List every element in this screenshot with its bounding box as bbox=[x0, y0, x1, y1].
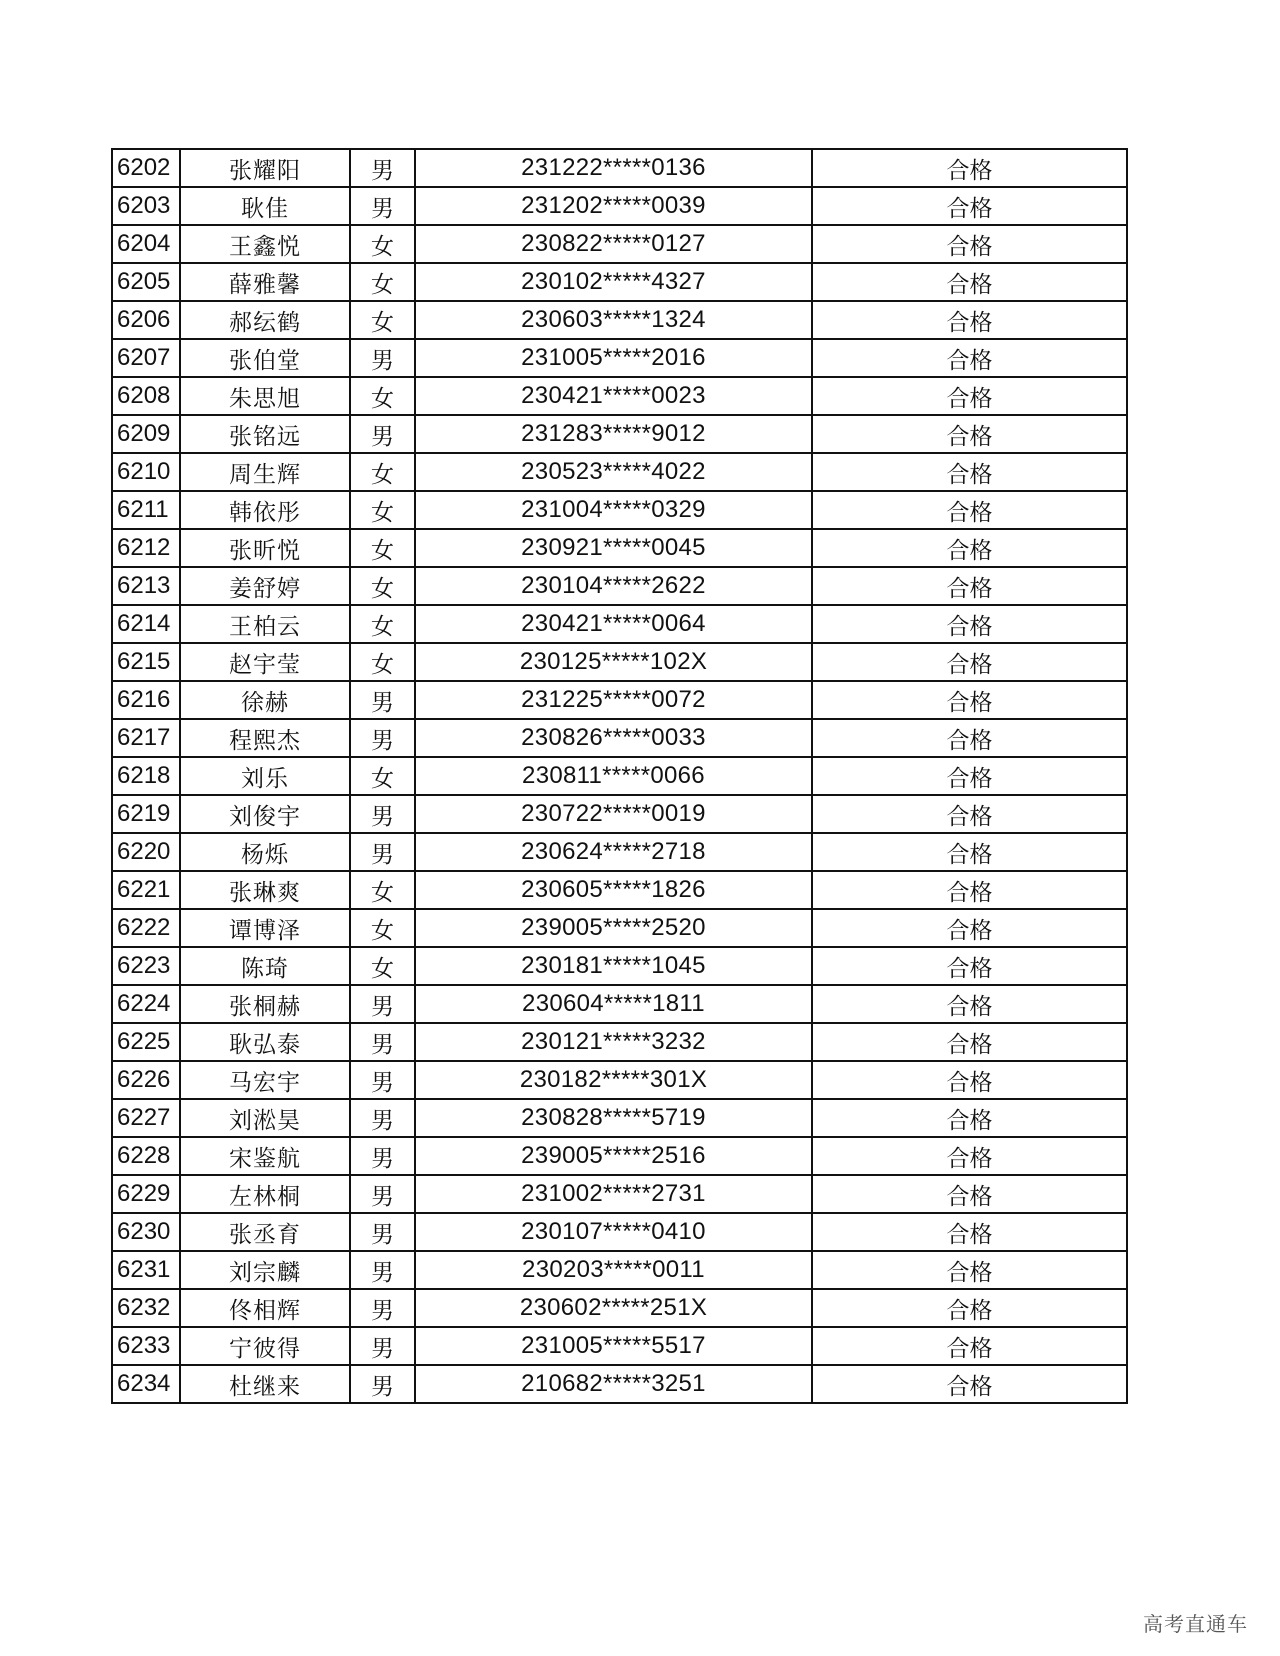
row-number-cell: 6234 bbox=[112, 1365, 180, 1403]
result-cell: 合格 bbox=[812, 491, 1127, 529]
id-number-cell: 231202*****0039 bbox=[415, 187, 812, 225]
gender-cell: 男 bbox=[350, 187, 415, 225]
gender-cell: 女 bbox=[350, 605, 415, 643]
student-name-cell: 宋鉴航 bbox=[180, 1137, 350, 1175]
gender-cell: 男 bbox=[350, 1365, 415, 1403]
results-table-body bbox=[112, 149, 1127, 1403]
student-name-cell: 刘宗麟 bbox=[180, 1251, 350, 1289]
student-name-cell: 刘俊宇 bbox=[180, 795, 350, 833]
result-cell: 合格 bbox=[812, 301, 1127, 339]
table-row bbox=[112, 567, 1127, 605]
table-row bbox=[112, 643, 1127, 681]
table-row bbox=[112, 491, 1127, 529]
gender-cell: 男 bbox=[350, 681, 415, 719]
student-name-cell: 王柏云 bbox=[180, 605, 350, 643]
id-number-cell: 230181*****1045 bbox=[415, 947, 812, 985]
student-name-cell: 韩依彤 bbox=[180, 491, 350, 529]
result-cell: 合格 bbox=[812, 1289, 1127, 1327]
table-row bbox=[112, 415, 1127, 453]
id-number-cell: 239005*****2516 bbox=[415, 1137, 812, 1175]
row-number-cell: 6231 bbox=[112, 1251, 180, 1289]
gender-cell: 男 bbox=[350, 1251, 415, 1289]
id-number-cell: 230107*****0410 bbox=[415, 1213, 812, 1251]
table-row bbox=[112, 377, 1127, 415]
row-number-cell: 6221 bbox=[112, 871, 180, 909]
student-name-cell: 左林桐 bbox=[180, 1175, 350, 1213]
table-row bbox=[112, 947, 1127, 985]
id-number-cell: 230182*****301X bbox=[415, 1061, 812, 1099]
id-number-cell: 230523*****4022 bbox=[415, 453, 812, 491]
student-name-cell: 张耀阳 bbox=[180, 149, 350, 187]
row-number-cell: 6226 bbox=[112, 1061, 180, 1099]
gender-cell: 男 bbox=[350, 1213, 415, 1251]
result-cell: 合格 bbox=[812, 453, 1127, 491]
student-name-cell: 张伯堂 bbox=[180, 339, 350, 377]
result-cell: 合格 bbox=[812, 1251, 1127, 1289]
row-number-cell: 6223 bbox=[112, 947, 180, 985]
result-cell: 合格 bbox=[812, 985, 1127, 1023]
id-number-cell: 230603*****1324 bbox=[415, 301, 812, 339]
student-name-cell: 朱思旭 bbox=[180, 377, 350, 415]
table-row bbox=[112, 339, 1127, 377]
gender-cell: 女 bbox=[350, 377, 415, 415]
id-number-cell: 231225*****0072 bbox=[415, 681, 812, 719]
row-number-cell: 6224 bbox=[112, 985, 180, 1023]
id-number-cell: 230604*****1811 bbox=[415, 985, 812, 1023]
id-number-cell: 230602*****251X bbox=[415, 1289, 812, 1327]
id-number-cell: 231002*****2731 bbox=[415, 1175, 812, 1213]
table-row bbox=[112, 529, 1127, 567]
gender-cell: 女 bbox=[350, 491, 415, 529]
result-cell: 合格 bbox=[812, 529, 1127, 567]
gender-cell: 男 bbox=[350, 1099, 415, 1137]
table-row bbox=[112, 301, 1127, 339]
result-cell: 合格 bbox=[812, 263, 1127, 301]
result-cell: 合格 bbox=[812, 871, 1127, 909]
id-number-cell: 230811*****0066 bbox=[415, 757, 812, 795]
row-number-cell: 6225 bbox=[112, 1023, 180, 1061]
id-number-cell: 231005*****2016 bbox=[415, 339, 812, 377]
row-number-cell: 6202 bbox=[112, 149, 180, 187]
table-row bbox=[112, 1099, 1127, 1137]
id-number-cell: 230203*****0011 bbox=[415, 1251, 812, 1289]
id-number-cell: 230828*****5719 bbox=[415, 1099, 812, 1137]
result-cell: 合格 bbox=[812, 1061, 1127, 1099]
table-row bbox=[112, 149, 1127, 187]
result-cell: 合格 bbox=[812, 1137, 1127, 1175]
result-cell: 合格 bbox=[812, 757, 1127, 795]
row-number-cell: 6233 bbox=[112, 1327, 180, 1365]
gender-cell: 男 bbox=[350, 149, 415, 187]
table-row bbox=[112, 909, 1127, 947]
id-number-cell: 231222*****0136 bbox=[415, 149, 812, 187]
student-name-cell: 耿佳 bbox=[180, 187, 350, 225]
result-cell: 合格 bbox=[812, 149, 1127, 187]
row-number-cell: 6205 bbox=[112, 263, 180, 301]
id-number-cell: 230826*****0033 bbox=[415, 719, 812, 757]
table-row bbox=[112, 1023, 1127, 1061]
table-row bbox=[112, 1213, 1127, 1251]
row-number-cell: 6206 bbox=[112, 301, 180, 339]
table-row bbox=[112, 719, 1127, 757]
student-name-cell: 王鑫悦 bbox=[180, 225, 350, 263]
table-row bbox=[112, 1365, 1127, 1403]
result-cell: 合格 bbox=[812, 833, 1127, 871]
result-cell: 合格 bbox=[812, 187, 1127, 225]
student-name-cell: 张丞育 bbox=[180, 1213, 350, 1251]
table-row bbox=[112, 795, 1127, 833]
student-name-cell: 姜舒婷 bbox=[180, 567, 350, 605]
gender-cell: 男 bbox=[350, 1061, 415, 1099]
gender-cell: 女 bbox=[350, 567, 415, 605]
table-row bbox=[112, 187, 1127, 225]
gender-cell: 女 bbox=[350, 643, 415, 681]
table-row bbox=[112, 681, 1127, 719]
student-name-cell: 马宏宇 bbox=[180, 1061, 350, 1099]
row-number-cell: 6222 bbox=[112, 909, 180, 947]
id-number-cell: 231283*****9012 bbox=[415, 415, 812, 453]
result-cell: 合格 bbox=[812, 681, 1127, 719]
row-number-cell: 6213 bbox=[112, 567, 180, 605]
gender-cell: 女 bbox=[350, 529, 415, 567]
result-cell: 合格 bbox=[812, 947, 1127, 985]
gender-cell: 男 bbox=[350, 1175, 415, 1213]
gender-cell: 男 bbox=[350, 1289, 415, 1327]
gender-cell: 男 bbox=[350, 719, 415, 757]
gender-cell: 男 bbox=[350, 985, 415, 1023]
result-cell: 合格 bbox=[812, 339, 1127, 377]
student-name-cell: 薛雅馨 bbox=[180, 263, 350, 301]
result-cell: 合格 bbox=[812, 795, 1127, 833]
gender-cell: 男 bbox=[350, 339, 415, 377]
student-name-cell: 杜继来 bbox=[180, 1365, 350, 1403]
student-name-cell: 陈琦 bbox=[180, 947, 350, 985]
student-name-cell: 佟相辉 bbox=[180, 1289, 350, 1327]
row-number-cell: 6214 bbox=[112, 605, 180, 643]
results-table bbox=[111, 148, 1128, 1404]
result-cell: 合格 bbox=[812, 909, 1127, 947]
row-number-cell: 6207 bbox=[112, 339, 180, 377]
gender-cell: 男 bbox=[350, 1327, 415, 1365]
row-number-cell: 6218 bbox=[112, 757, 180, 795]
id-number-cell: 230121*****3232 bbox=[415, 1023, 812, 1061]
result-cell: 合格 bbox=[812, 1213, 1127, 1251]
student-name-cell: 徐赫 bbox=[180, 681, 350, 719]
id-number-cell: 231005*****5517 bbox=[415, 1327, 812, 1365]
student-name-cell: 周生辉 bbox=[180, 453, 350, 491]
table-row bbox=[112, 605, 1127, 643]
student-name-cell: 张桐赫 bbox=[180, 985, 350, 1023]
row-number-cell: 6203 bbox=[112, 187, 180, 225]
id-number-cell: 230102*****4327 bbox=[415, 263, 812, 301]
gender-cell: 女 bbox=[350, 225, 415, 263]
result-cell: 合格 bbox=[812, 225, 1127, 263]
row-number-cell: 6215 bbox=[112, 643, 180, 681]
gender-cell: 女 bbox=[350, 453, 415, 491]
table-row bbox=[112, 453, 1127, 491]
table-row bbox=[112, 1251, 1127, 1289]
row-number-cell: 6230 bbox=[112, 1213, 180, 1251]
result-cell: 合格 bbox=[812, 377, 1127, 415]
result-cell: 合格 bbox=[812, 1023, 1127, 1061]
student-name-cell: 耿弘泰 bbox=[180, 1023, 350, 1061]
student-name-cell: 程熙杰 bbox=[180, 719, 350, 757]
id-number-cell: 230624*****2718 bbox=[415, 833, 812, 871]
gender-cell: 女 bbox=[350, 947, 415, 985]
id-number-cell: 231004*****0329 bbox=[415, 491, 812, 529]
row-number-cell: 6232 bbox=[112, 1289, 180, 1327]
student-name-cell: 刘淞昊 bbox=[180, 1099, 350, 1137]
gender-cell: 男 bbox=[350, 1023, 415, 1061]
table-row bbox=[112, 263, 1127, 301]
result-cell: 合格 bbox=[812, 643, 1127, 681]
id-number-cell: 230104*****2622 bbox=[415, 567, 812, 605]
row-number-cell: 6209 bbox=[112, 415, 180, 453]
id-number-cell: 230822*****0127 bbox=[415, 225, 812, 263]
id-number-cell: 230921*****0045 bbox=[415, 529, 812, 567]
row-number-cell: 6208 bbox=[112, 377, 180, 415]
student-name-cell: 赵宇莹 bbox=[180, 643, 350, 681]
student-name-cell: 谭博泽 bbox=[180, 909, 350, 947]
student-name-cell: 郝纭鹤 bbox=[180, 301, 350, 339]
table-row bbox=[112, 225, 1127, 263]
gender-cell: 男 bbox=[350, 795, 415, 833]
watermark: 高考直通车 bbox=[1143, 1612, 1248, 1636]
row-number-cell: 6220 bbox=[112, 833, 180, 871]
table-row bbox=[112, 833, 1127, 871]
row-number-cell: 6219 bbox=[112, 795, 180, 833]
table-row bbox=[112, 1175, 1127, 1213]
table-row bbox=[112, 1061, 1127, 1099]
result-cell: 合格 bbox=[812, 719, 1127, 757]
gender-cell: 男 bbox=[350, 1137, 415, 1175]
table-row bbox=[112, 1327, 1127, 1365]
row-number-cell: 6227 bbox=[112, 1099, 180, 1137]
id-number-cell: 230605*****1826 bbox=[415, 871, 812, 909]
student-name-cell: 张昕悦 bbox=[180, 529, 350, 567]
row-number-cell: 6210 bbox=[112, 453, 180, 491]
gender-cell: 女 bbox=[350, 301, 415, 339]
row-number-cell: 6217 bbox=[112, 719, 180, 757]
student-name-cell: 张琳爽 bbox=[180, 871, 350, 909]
row-number-cell: 6204 bbox=[112, 225, 180, 263]
result-cell: 合格 bbox=[812, 415, 1127, 453]
table-row bbox=[112, 985, 1127, 1023]
table-row bbox=[112, 1289, 1127, 1327]
gender-cell: 女 bbox=[350, 757, 415, 795]
student-name-cell: 张铭远 bbox=[180, 415, 350, 453]
table-row bbox=[112, 757, 1127, 795]
id-number-cell: 230722*****0019 bbox=[415, 795, 812, 833]
row-number-cell: 6216 bbox=[112, 681, 180, 719]
gender-cell: 男 bbox=[350, 833, 415, 871]
row-number-cell: 6229 bbox=[112, 1175, 180, 1213]
gender-cell: 女 bbox=[350, 909, 415, 947]
id-number-cell: 230125*****102X bbox=[415, 643, 812, 681]
result-cell: 合格 bbox=[812, 1099, 1127, 1137]
id-number-cell: 230421*****0064 bbox=[415, 605, 812, 643]
id-number-cell: 230421*****0023 bbox=[415, 377, 812, 415]
id-number-cell: 239005*****2520 bbox=[415, 909, 812, 947]
row-number-cell: 6212 bbox=[112, 529, 180, 567]
result-cell: 合格 bbox=[812, 567, 1127, 605]
gender-cell: 男 bbox=[350, 415, 415, 453]
student-name-cell: 杨烁 bbox=[180, 833, 350, 871]
student-name-cell: 刘乐 bbox=[180, 757, 350, 795]
gender-cell: 女 bbox=[350, 871, 415, 909]
row-number-cell: 6211 bbox=[112, 491, 180, 529]
result-cell: 合格 bbox=[812, 1175, 1127, 1213]
result-cell: 合格 bbox=[812, 1327, 1127, 1365]
row-number-cell: 6228 bbox=[112, 1137, 180, 1175]
table-row bbox=[112, 871, 1127, 909]
id-number-cell: 210682*****3251 bbox=[415, 1365, 812, 1403]
table-row bbox=[112, 1137, 1127, 1175]
student-name-cell: 宁彼得 bbox=[180, 1327, 350, 1365]
result-cell: 合格 bbox=[812, 1365, 1127, 1403]
gender-cell: 女 bbox=[350, 263, 415, 301]
result-cell: 合格 bbox=[812, 605, 1127, 643]
